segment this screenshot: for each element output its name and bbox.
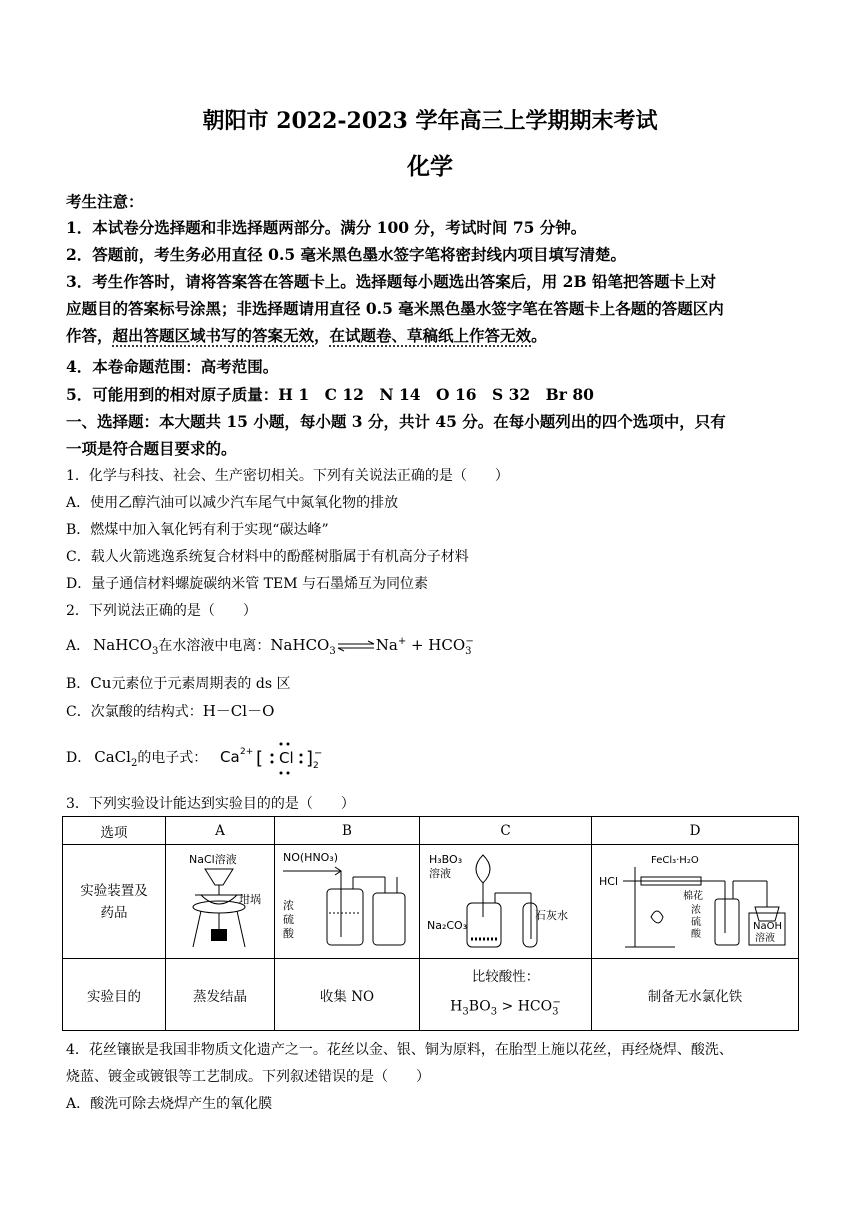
header-a: A	[166, 817, 275, 845]
ferric-chloride-apparatus-icon	[595, 847, 795, 957]
header-option: 选项	[63, 817, 166, 845]
svg-text:硫: 硫	[691, 916, 701, 928]
svg-text:NaOH: NaOH	[753, 920, 782, 932]
apparatus-c	[420, 845, 592, 959]
row-label-apparatus: 实验装置及药品	[63, 845, 166, 959]
q2-option-a: A． NaHCO$_3$在水溶液中电离：NaHCO$_3$ $Na^+ + HCO_3^-$	[66, 636, 474, 657]
subject-title: 化学	[407, 153, 453, 180]
apparatus-b	[275, 845, 420, 959]
table-row-purpose	[63, 959, 799, 1031]
svg-text:FeCl₃·H₂O: FeCl₃·H₂O	[651, 854, 699, 866]
evaporation-apparatus-icon	[167, 847, 273, 957]
notice-heading: 考生注意：	[66, 192, 144, 211]
notice-item-3: 3．考生作答时，请将答案答在答题卡上。选择题每小题选出答案后，用 2B 铅笔把答题卡上对	[66, 272, 716, 291]
section-heading-cont: 一项是符合题目要求的。	[66, 439, 237, 458]
q1-option-d: D．量子通信材料螺旋碳纳米管 TEM 与石墨烯互为同位素	[66, 576, 429, 592]
svg-text:石灰水: 石灰水	[534, 908, 568, 922]
q4-stem: 4．花丝镶嵌是我国非物质文化遗产之一。花丝以金、银、铜为原料，在胎型上施以花丝，再经烧焊、酸洗、	[66, 1042, 733, 1058]
svg-text:H₃BO₃: H₃BO₃	[428, 852, 462, 866]
notice-item-3-end: 作答，超出答题区域书写的答案无效，在试题卷、草稿纸上作答无效。	[66, 326, 547, 345]
section-heading: 一、选择题：本大题共 15 小题，每小题 3 分，共计 45 分。在每小题列出的四个选项中，只有	[66, 412, 726, 431]
notice-item-2: 2．答题前，考生务必用直径 0.5 毫米黑色墨水签字笔将密封线内项目填写清楚。	[66, 245, 627, 264]
svg-text:−: −	[314, 748, 323, 759]
apparatus-d	[592, 845, 799, 959]
svg-text:Na₂CO₃: Na₂CO₃	[426, 918, 467, 932]
q4-option-a: A．酸洗可除去烧焊产生的氧化膜	[66, 1096, 273, 1112]
notice-item-1: 1．本试卷分选择题和非选择题两部分。满分 100 分，考试时间 75 分钟。	[66, 218, 587, 237]
apparatus-a	[166, 845, 275, 959]
svg-text:2+: 2+	[240, 747, 254, 757]
equilibrium-arrow-icon	[336, 640, 376, 652]
svg-text:]: ]	[306, 748, 314, 769]
purpose-b: 收集 NO	[275, 959, 420, 1031]
row-label-purpose: 实验目的	[63, 959, 166, 1031]
svg-text:浓: 浓	[283, 898, 294, 912]
notice-item-4: 4．本卷命题范围：高考范围。	[66, 357, 279, 376]
purpose-d: 制备无水氯化铁	[592, 959, 799, 1031]
header-c: C	[420, 817, 592, 845]
svg-text:棉花: 棉花	[683, 890, 703, 902]
q2-option-b: B．Cu元素位于元素周期表的 ds 区	[66, 674, 291, 692]
svg-text:酸: 酸	[283, 926, 294, 940]
svg-text:坩埚: 坩埚	[239, 892, 261, 906]
svg-text:Ca: Ca	[220, 748, 240, 766]
q3-stem: 3．下列实验设计能达到实验目的的是（ ）	[66, 796, 355, 812]
exam-title: 朝阳市 2022-2023 学年高三上学期期末考试	[202, 108, 658, 134]
q1-option-c: C．载人火箭逃逸系统复合材料中的酚醛树脂属于有机高分子材料	[66, 549, 469, 565]
q1-option-a: A．使用乙醇汽油可以减少汽车尾气中氮氧化物的排放	[66, 495, 399, 511]
gas-collection-apparatus-icon	[277, 847, 417, 957]
svg-text:NO(HNO₃): NO(HNO₃)	[283, 850, 339, 864]
acid-comparison-apparatus-icon	[423, 847, 589, 957]
svg-text:HCl: HCl	[599, 874, 619, 888]
header-b: B	[275, 817, 420, 845]
header-d: D	[592, 817, 799, 845]
table-header-row	[63, 817, 799, 845]
svg-text:酸: 酸	[691, 928, 701, 940]
svg-text:溶液: 溶液	[755, 932, 775, 944]
svg-text:浓: 浓	[691, 904, 701, 916]
q2-stem: 2．下列说法正确的是（ ）	[66, 603, 257, 619]
q4-stem-cont: 烧蓝、镀金或镀银等工艺制成。下列叙述错误的是（ ）	[66, 1069, 430, 1085]
svg-text:硫: 硫	[283, 912, 294, 926]
notice-item-3-cont: 应题目的答案标号涂黑；非选择题请用直径 0.5 毫米黑色墨水签字笔在答题卡上各题的答题区内	[66, 299, 724, 318]
q2-option-c: C．次氯酸的结构式：H－Cl－O	[66, 702, 275, 720]
q1-stem: 1．化学与科技、社会、生产密切相关。下列有关说法正确的是（ ）	[66, 468, 509, 484]
q1-option-b: B．燃煤中加入氧化钙有利于实现“碳达峰”	[66, 522, 329, 538]
svg-text:[: [	[256, 748, 264, 769]
purpose-c: 比较酸性： $H_3BO_3 > HCO_3^-$	[420, 959, 592, 1031]
table-row-apparatus	[63, 845, 799, 959]
svg-text:溶液: 溶液	[428, 866, 451, 880]
svg-text:2: 2	[313, 761, 319, 771]
exam-page: 朝阳市 2022-2023 学年高三上学期期末考试 化学 考生注意： 1．本试卷分选择题和非选择题两部分。满分 100 分，考试时间 75 分钟。 2．答题前，考生务必用直径 0.5 毫米黑色墨水签字笔将密封线内项目填写清楚。 3．考生作答时，请将答案答在答题卡上。选择题每小题选出答案后，用 2B 铅笔把答题卡上对 应题目的答案标号涂黑；非选择题请用直径 0.5 毫米黑色墨水签字笔在答题卡上各题的答题区内 作答，超出答题区域书写的答案无效，在试题卷、草稿纸上作答无效。 4．本卷命题范围：高考范围。 5．可能用到的相对原子质量：H 1 C 12 N 14 O 16 S 32 Br 80 一、选择题：本大题共 15 小题，每小题 3 分，共计 45 分。在每小题列出的四个选项中，只有 一项是符合题目要求的。 1．化学与科技、社会、生产密切相关。下列有关说法正确的是（ ） A．使用乙醇汽油可以减少汽车尾气中氮氧化物的排放 B．燃煤中加入氧化钙有利于实现“碳达峰” C．载人火箭逃逸系统复合材料中的酚醛树脂属于有机高分子材料 D．量子通信材料螺旋碳纳米管 TEM 与石墨烯互为同位素 2．下列说法正确的是（ ） A． NaHCO$_3$在水溶液中电离：NaHCO$_3$ $Na^+ + HCO_3^-$ B．Cu元素位于元素周期表的 ds 区 C．次氯酸的结构式：H－Cl－O D． CaCl$_2$的电子式： Ca 2+ [ Cl ] 2 − 3．下列实验设计能达到实验目的的是（ ） 选项 A B C D 实验装置及药品 NaCl溶液 坩埚 NO(HNO₃) 浓 硫 酸 H₃BO₃ 溶液 Na₂CO₃ 石灰水 HCl FeCl₃·H₂O 棉花 浓 硫 酸 NaOH 溶液 实验目的 蒸发结晶 收集 NO 比较酸性： $H_3BO_3 > HCO_3^-$ 制备无水氯化铁 4．花丝镶嵌是我国非物质文化遗产之一。花丝以金、银、铜为原料，在胎型上施以花丝，再经烧焊、酸洗、 烧蓝、镀金或镀银等工艺制成。下列叙述错误的是（ ） A．酸洗可除去烧焊产生的氧化膜	[0, 0, 860, 1216]
svg-text:Cl: Cl	[279, 749, 294, 767]
svg-text:NaCl溶液: NaCl溶液	[189, 852, 237, 866]
notice-item-5: 5．可能用到的相对原子质量：H 1 C 12 N 14 O 16 S 32 Br 80	[66, 385, 594, 404]
electron-formula-icon	[218, 735, 328, 781]
q3-experiment-table	[62, 816, 799, 1031]
purpose-a: 蒸发结晶	[166, 959, 275, 1031]
